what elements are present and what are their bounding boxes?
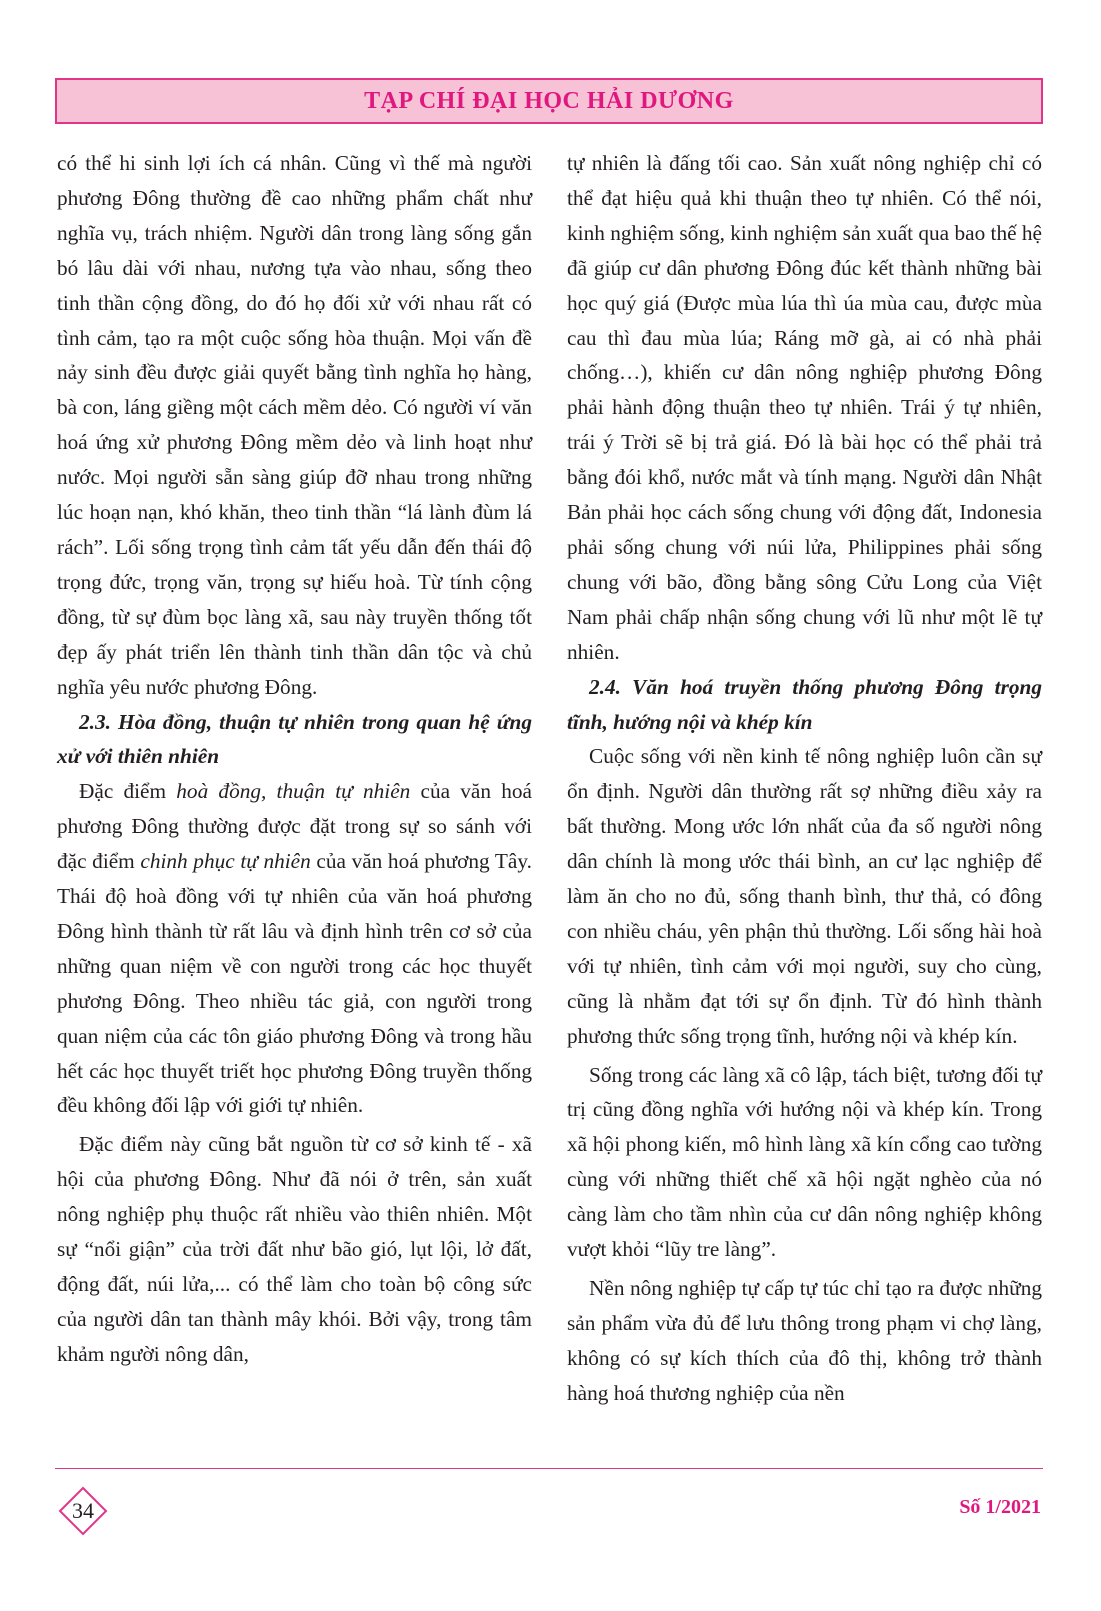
left-column bbox=[57, 146, 532, 1372]
right-column bbox=[567, 146, 1042, 1411]
right-paragraph-2: Cuộc sống với nền kinh tế nông nghiệp luôn cần sự ổn định. Người dân thường rất sợ những điều xảy ra bất thường. Mong ước lớn nhất của đa số người nông dân chính là mong ước thái bình, an cư lạc nghiệp để làm ăn cho no đủ, sống thanh bình, thư thả, có đông con nhiều cháu, yên phận thủ thường. Lối sống hài hoà với tự nhiên, tình cảm với mọi người, suy cho cùng, cũng là nhằm đạt tới sự ổn định. Từ đó hình thành phương thức sống trọng tĩnh, hướng nội và khép kín. bbox=[567, 744, 1042, 1048]
section-heading-2-3: 2.3. Hòa đồng, thuận tự nhiên trong quan hệ ứng xử với thiên nhiên bbox=[57, 709, 532, 769]
text-run: của văn hoá phương Đông thường được đặt trong sự so sánh với đặc điểm bbox=[57, 779, 532, 874]
text-run: của văn hoá phương Tây. Thái độ hoà đồng với tự nhiên của văn hoá phương Đông hình thành từ rất lâu và định hình trên cơ sở của những quan niệm về con người trong các học thuyết phương Đông. Theo nhiều tác giả, con người trong quan niệm của các tôn giáo phương Đông và trong hầu hết các học thuyết triết học phương Đông truyền thống đều không đối lập với giới tự nhiên. bbox=[57, 849, 532, 1118]
footer-rule bbox=[55, 1468, 1043, 1469]
left-paragraph-1: có thể hi sinh lợi ích cá nhân. Cũng vì thế mà người phương Đông thường đề cao những phẩm chất như nghĩa vụ, trách nhiệm. Người dân trong làng sống gắn bó lâu dài với nhau, nương tựa vào nhau, sống theo tinh thần cộng đồng, do đó họ đối xử với nhau rất có tình cảm, tạo ra một cuộc sống hòa thuận. Mọi vấn đề nảy sinh đều được giải quyết bằng tình nghĩa họ hàng, bà con, láng giềng một cách mềm dẻo. Có người ví văn hoá ứng xử phương Đông mềm dẻo và linh hoạt như nước. Mọi người sẵn sàng giúp đỡ nhau trong những lúc hoạn nạn, khó khăn, theo tinh thần “lá lành đùm lá rách”. Lối sống trọng tình cảm tất yếu dẫn đến thái độ trọng đức, trọng văn, trọng sự hiếu hoà. Từ tính cộng đồng, từ sự đùm bọc làng xã, sau này truyền thống tốt đẹp ấy phát triển lên thành tinh thần dân tộc và chủ nghĩa yêu nước phương Đông. bbox=[57, 151, 532, 699]
text-run: Đặc điểm bbox=[79, 779, 177, 804]
left-paragraph-2 bbox=[57, 774, 532, 1123]
issue-number: Số 1/2021 bbox=[959, 1496, 1041, 1518]
journal-title: TẠP CHÍ ĐẠI HỌC HẢI DƯƠNG bbox=[364, 87, 734, 114]
page-number: 34 bbox=[72, 1498, 94, 1523]
right-paragraph-3: Sống trong các làng xã cô lập, tách biệt, tương đối tự trị cũng đồng nghĩa với hướng nội và khép kín. Trong xã hội phong kiến, mô hình làng xã kín cổng cao tường cùng với những thiết chế xã hội ngặt nghèo của nó càng làm cho tầm nhìn của cư dân nông nghiệp không vượt khỏi “lũy tre làng”. bbox=[567, 1062, 1042, 1262]
emphasis-term: chinh phục tự nhiên bbox=[140, 849, 311, 874]
left-paragraph-3: Đặc điểm này cũng bắt nguồn từ cơ sở kinh tế - xã hội của phương Đông. Như đã nói ở trên, sản xuất nông nghiệp phụ thuộc rất nhiều vào thiên nhiên. Một sự “nổi giận” của trời đất như bão gió, lụt lội, lở đất, động đất, núi lửa,... có thể làm cho toàn bộ công sức của người dân tan thành mây khói. Bởi vậy, trong tâm khảm người nông dân, bbox=[57, 1132, 532, 1366]
emphasis-term: hoà đồng, thuận tự nhiên bbox=[176, 779, 411, 804]
right-paragraph-1: tự nhiên là đấng tối cao. Sản xuất nông nghiệp chỉ có thể đạt hiệu quả khi thuận theo tự nhiên. Có thể nói, kinh nghiệm sống, kinh nghiệm sản xuất qua bao thế hệ đã giúp cư dân phương Đông đúc kết thành những bài học quý giá (Được mùa lúa thì úa mùa cau, được mùa cau thì đau mùa lúa; Ráng mỡ gà, ai có nhà phải chống…), khiến cư dân nông nghiệp phương Đông phải hành động thuận theo tự nhiên. Trái ý tự nhiên, trái ý Trời sẽ bị trả giá. Đó là bài học có thể phải trả bằng đói khổ, nước mắt và tính mạng. Người dân Nhật Bản phải học cách sống chung với động đất, Indonesia phải sống chung với núi lửa, Philippines phải sống chung với bão, đồng bằng sông Cửu Long của Việt Nam phải chấp nhận sống chung với lũ như một lẽ tự nhiên. bbox=[567, 151, 1042, 664]
right-paragraph-4: Nền nông nghiệp tự cấp tự túc chỉ tạo ra được những sản phẩm vừa đủ để lưu thông trong phạm vi chợ làng, không có sự kích thích của đô thị, không trở thành hàng hoá thương nghiệp của nền bbox=[567, 1276, 1042, 1405]
section-heading-2-4: 2.4. Văn hoá truyền thống phương Đông trọng tĩnh, hướng nội và khép kín bbox=[567, 674, 1042, 734]
journal-header bbox=[55, 78, 1043, 124]
